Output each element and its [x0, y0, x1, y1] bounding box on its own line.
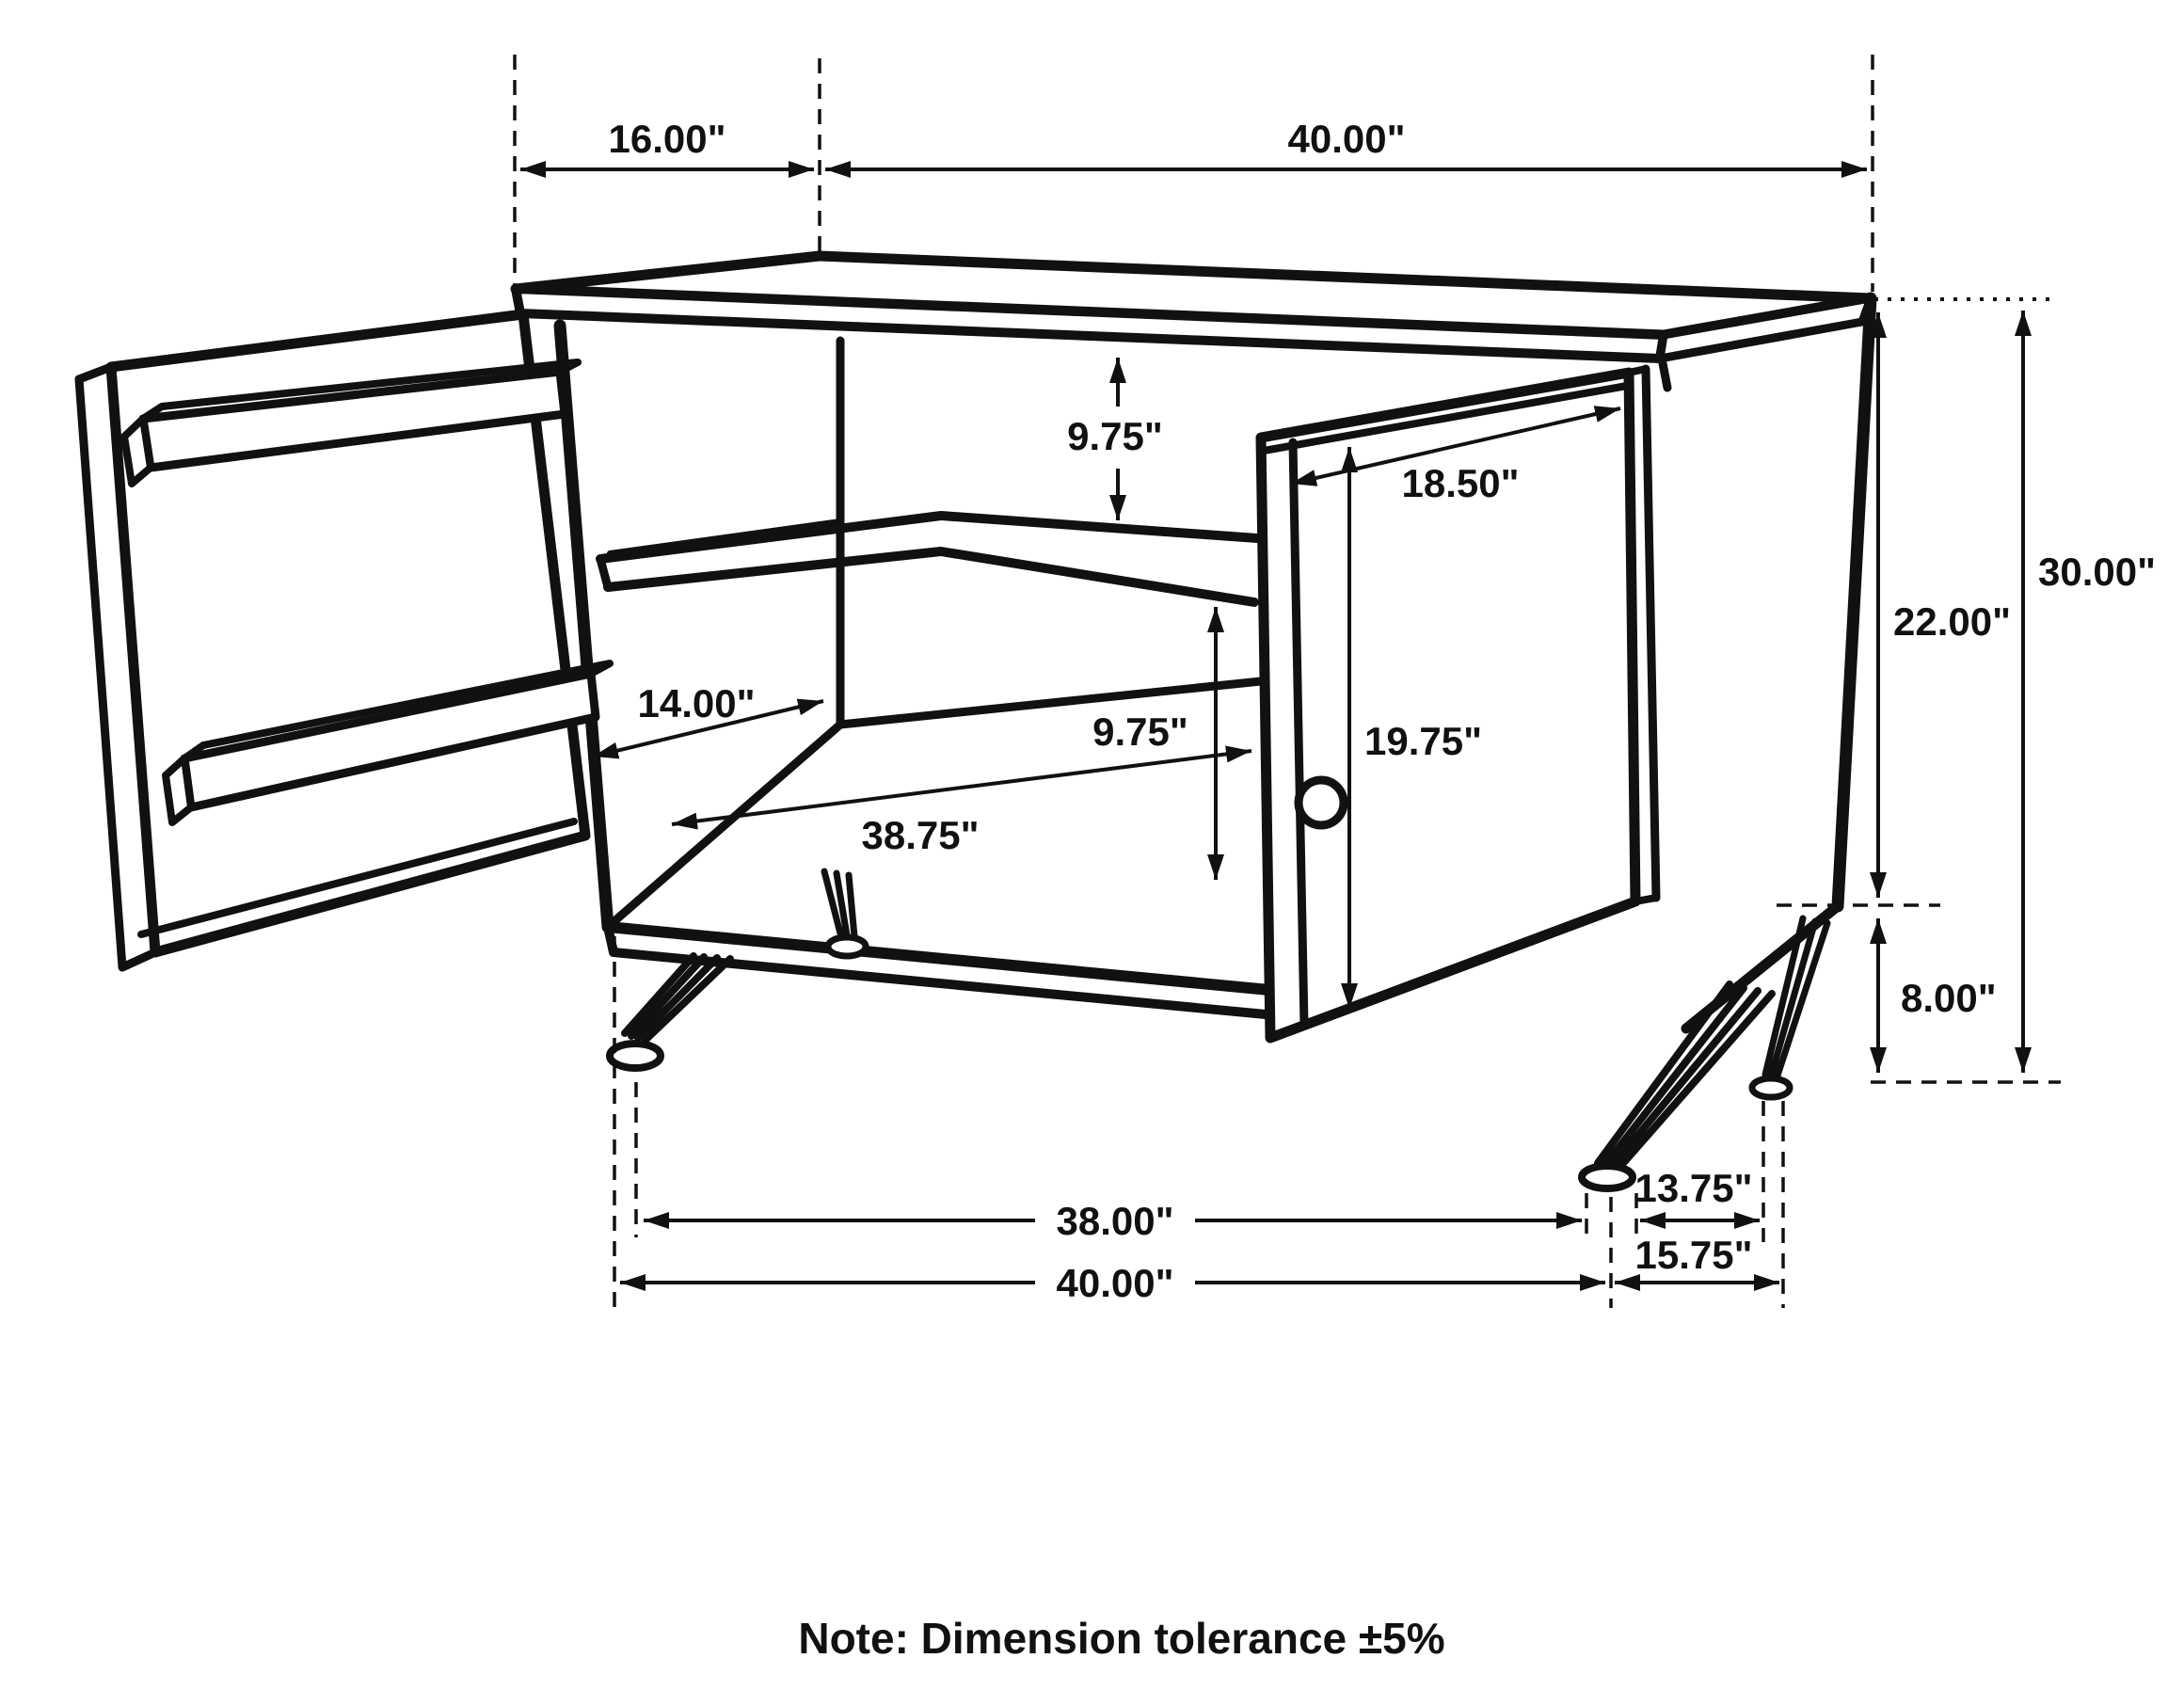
dim-body-height-label: 22.00"	[1893, 599, 2012, 644]
dim-body-height	[1878, 312, 2011, 898]
back-right-foot	[1752, 1078, 1790, 1097]
tolerance-note: Note: Dimension tolerance ±5%	[798, 1614, 1445, 1663]
dim-front-leg-span-label: 38.00"	[1056, 1199, 1174, 1243]
dim-interior-depth-label: 14.00"	[637, 681, 756, 725]
dim-leg-height	[1878, 918, 1997, 1073]
bottom-rim-left-cap	[608, 927, 614, 952]
shelf-front-bottom-edge	[608, 551, 1254, 602]
dim-upper-shelf-gap-label: 9.75"	[1067, 414, 1163, 458]
upper-handle-end-cap	[124, 419, 151, 484]
dim-interior-width	[672, 751, 1251, 857]
hairpin-legs	[610, 871, 1827, 1188]
dim-interior-depth	[593, 681, 823, 757]
dim-overall-height-label: 30.00"	[2038, 550, 2157, 594]
dim-side-leg-span-label: 13.75"	[1634, 1166, 1753, 1210]
dim-top-width	[825, 117, 1867, 169]
dim-base-overall-width-label: 40.00"	[1056, 1261, 1174, 1305]
lower-handle-end-cap	[166, 758, 191, 822]
dim-lower-shelf-gap	[1092, 607, 1216, 880]
cabinet-front-right-edge	[1662, 359, 1667, 388]
front-right-leg	[1582, 984, 1772, 1188]
left-door	[79, 314, 610, 967]
dim-side-leg-span	[1634, 1166, 1760, 1220]
front-left-foot	[610, 1044, 661, 1068]
interior-floor-left-edge	[608, 725, 840, 927]
cabinet-body	[516, 256, 1871, 1028]
right-door-hinge-edge-outer	[1646, 369, 1656, 898]
dim-top-width-label: 40.00"	[1287, 117, 1406, 161]
front-right-foot	[1582, 1166, 1633, 1188]
dim-overall-height	[2023, 311, 2156, 1073]
back-left-leg	[824, 871, 866, 956]
dim-lower-shelf-gap-label: 9.75"	[1092, 709, 1188, 754]
dim-front-leg-span	[644, 1199, 1582, 1243]
dim-interior-width-label: 38.75"	[861, 813, 980, 857]
cabinet-back-right-edge	[1838, 298, 1871, 906]
shelf-left-cap	[600, 559, 608, 587]
dim-side-depth-label: 15.75"	[1634, 1233, 1753, 1277]
dim-leg-height-label: 8.00"	[1901, 976, 1997, 1020]
dim-top-depth	[520, 117, 814, 169]
dim-side-depth	[1615, 1233, 1779, 1283]
interior-floor-back-edge	[840, 681, 1261, 725]
dim-door-width-label: 18.50"	[1401, 461, 1520, 505]
dim-top-depth-label: 16.00"	[608, 117, 726, 161]
dim-base-overall-width	[620, 1261, 1605, 1305]
front-left-leg	[610, 956, 730, 1068]
dim-upper-shelf-gap	[1067, 358, 1163, 520]
middle-shelf	[600, 516, 1257, 602]
back-left-foot	[828, 937, 866, 956]
door-knob	[1299, 780, 1344, 825]
dim-door-height-label: 19.75"	[1364, 719, 1483, 763]
